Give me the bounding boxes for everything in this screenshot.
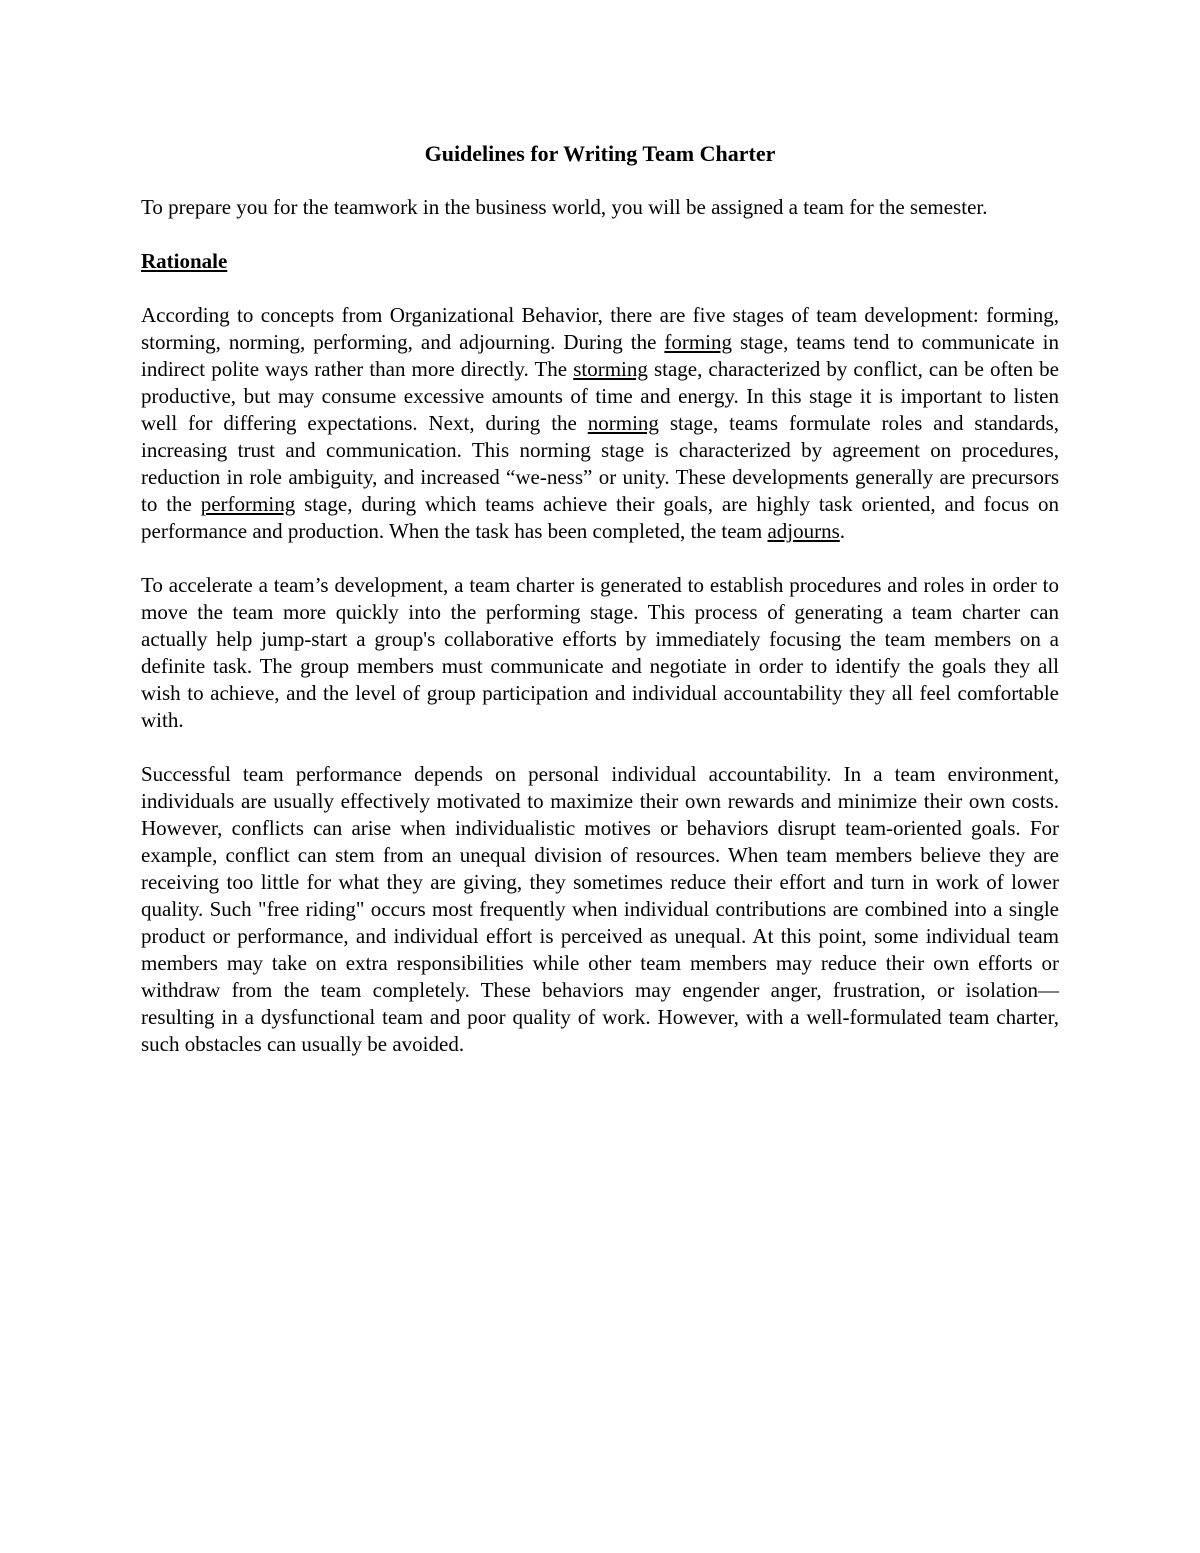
stages-text-5: stage, during which teams achieve their goals, are highly task oriented, and focus on performance and production. When the task has been completed, the team — [141, 492, 1059, 543]
stages-text-1: According to concepts from Organizational Behavior, there are five stages of team development: forming, storming, norming, performing, and adjourning. During the — [141, 303, 1059, 354]
stages-text-2: stage, teams tend to communicate in indirect polite ways rather than more directly. The — [141, 330, 1059, 381]
charter-paragraph: To accelerate a team’s development, a team charter is generated to establish procedures and roles in order to move the team more quickly into the performing stage. This process of generating a team charter can actually help jump-start a group's collaborative efforts by immediately focusing the team members on a definite task. The group members must communicate and negotiate in order to identify the goals they all wish to achieve, and the level of group participation and individual accountability they all feel comfortable with. — [141, 573, 1059, 732]
intro-paragraph: To prepare you for the teamwork in the business world, you will be assigned a team for the semester. — [141, 195, 988, 219]
document-page — [141, 140, 1059, 1085]
section-heading-rationale: Rationale — [141, 249, 228, 273]
accountability-paragraph: Successful team performance depends on personal individual accountability. In a team environment, individuals are usually effectively motivated to maximize their own rewards and minimize their own costs. However, conflicts can arise when individualistic motives or behaviors disrupt team-oriented goals. For example, conflict can stem from an unequal division of resources. When team members believe they are receiving too little for what they are giving, they sometimes reduce their effort and turn in work of lower quality. Such "free riding" occurs most frequently when individual contributions are combined into a single product or performance, and individual effort is perceived as unequal. At this point, some individual team members may take on extra responsibilities while other team members may reduce their own efforts or withdraw from the team completely. These behaviors may engender anger, frustration, or isolation—resulting in a dysfunctional team and poor quality of work. However, with a well-formulated team charter, such obstacles can usually be avoided. — [141, 762, 1059, 1056]
stages-text-4: stage, teams formulate roles and standards, increasing trust and communication. This norming stage is characterized by agreement on procedures, reduction in role ambiguity, and increased “we-ness” or unity. These developments generally are precursors to the — [141, 411, 1059, 516]
stages-text-6: . — [839, 519, 846, 543]
term-performing: performing — [200, 492, 296, 516]
term-norming: norming — [587, 411, 659, 435]
stages-paragraph — [141, 302, 1059, 545]
term-adjourns: adjourns — [767, 519, 840, 543]
document-title: Guidelines for Writing Team Charter — [424, 141, 776, 166]
term-forming: forming — [664, 330, 733, 354]
term-storming: storming — [573, 357, 648, 381]
stages-text-3: stage, characterized by conflict, can be often be productive, but may consume excessive amounts of time and energy. In this stage it is important to listen well for differing expectations. Next, during the — [141, 357, 1060, 435]
